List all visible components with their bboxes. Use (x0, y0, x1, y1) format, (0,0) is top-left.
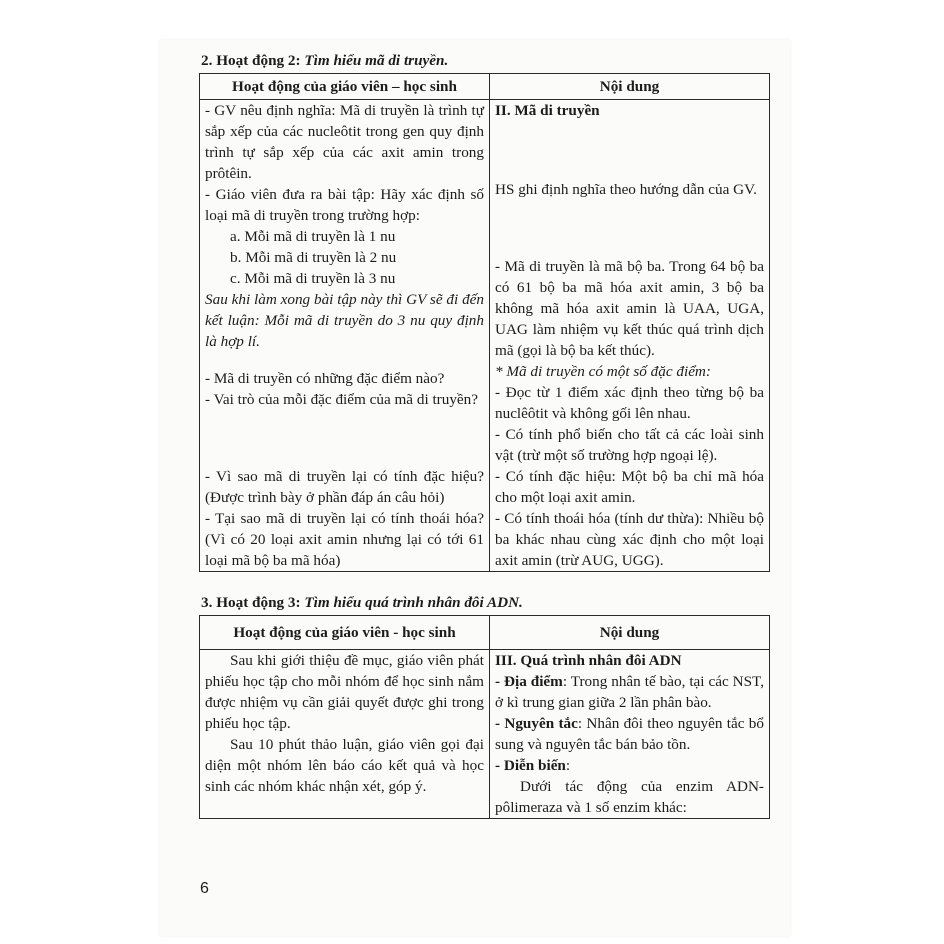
section3-heading-prefix: 3. Hoạt động 3: (201, 594, 301, 611)
section3-right-location (495, 671, 764, 713)
section3-heading-title: Tìm hiểu quá trình nhân đôi ADN. (304, 594, 523, 611)
section2-left-cell (200, 100, 490, 572)
section3-development-colon: : (565, 757, 571, 774)
section3-col1-header: Hoạt động của giáo viên - học sinh (200, 616, 490, 650)
section3-location-label: - Địa điểm (495, 673, 563, 690)
section3-table (199, 615, 770, 819)
section2-right-r7: - Có tính thoái hóa (tính dư thừa): Nhiều bộ ba khác nhau cùng xác định cho một loại axit amin (trừ AUG, UGG). (495, 510, 764, 569)
section3-right-principle (495, 713, 764, 755)
section2-col2-header: Nội dung (490, 74, 770, 100)
section3-left-p1: Sau khi giới thiệu đề mục, giáo viên phát phiếu học tập cho mỗi nhóm để học sinh nắm được nhiệm vụ cần giải quyết được ghi trong phiếu học tập. (205, 652, 484, 732)
section2-left-p2: - Giáo viên đưa ra bài tập: Hãy xác định số loại mã di truyền trong trường hợp: (205, 186, 484, 224)
section2-left-conclusion: Sau khi làm xong bài tập này thì GV sẽ đi đến kết luận: Mỗi mã di truyền do 3 nu quy định là hợp lí. (205, 291, 484, 350)
section3-location-text: : Trong nhân tế bào, tại các NST, ở kì trung gian giữa 2 lần phân bào. (495, 673, 764, 711)
section2-left-p1: - GV nêu định nghĩa: Mã di truyền là trình tự sắp xếp của các nucleôtit trong gen quy định trình tự sắp xếp của các axit amin trong prôtêin. (205, 102, 484, 182)
section2-heading (201, 50, 759, 71)
section2-left-q3: - Vì sao mã di truyền lại có tính đặc hiệu? (Được trình bày ở phần đáp án câu hỏi) (205, 468, 484, 506)
page-number: 6 (200, 880, 209, 897)
section2-left-q2: - Vai trò của mỗi đặc điểm của mã di truyền? (205, 391, 478, 408)
section2-left-b: b. Mỗi mã di truyền là 2 nu (230, 249, 397, 266)
section3-heading (201, 592, 759, 613)
section2-heading-title: Tìm hiểu mã di truyền. (304, 52, 449, 69)
section2-table (199, 73, 770, 572)
section2-left-q1: - Mã di truyền có những đặc điểm nào? (205, 370, 445, 387)
section3-right-development (495, 755, 764, 776)
section3-right-development-body: Dưới tác động của enzim ADN-pôlimeraza và 1 số enzim khác: (495, 778, 764, 816)
section3-right-title: III. Quá trình nhân đôi ADN (495, 652, 682, 669)
section2-heading-prefix: 2. Hoạt động 2: (201, 52, 301, 69)
section2-right-r1: HS ghi định nghĩa theo hướng dẫn của GV. (495, 181, 757, 198)
section3-principle-text: : Nhân đôi theo nguyên tắc bổ sung và nguyên tắc bán bảo tồn. (495, 715, 764, 753)
document-content (199, 50, 764, 819)
section2-right-title: II. Mã di truyền (495, 102, 600, 119)
section3-principle-label: - Nguyên tắc (495, 715, 578, 732)
section2-left-c: c. Mỗi mã di truyền là 3 nu (230, 270, 396, 287)
section2-left-a: a. Mỗi mã di truyền là 1 nu (230, 228, 396, 245)
section2-right-cell (490, 100, 770, 572)
section3-development-label: - Diễn biến (495, 757, 566, 774)
section2-right-r6: - Có tính đặc hiệu: Một bộ ba chỉ mã hóa cho một loại axit amin. (495, 468, 764, 506)
section2-right-r4: - Đọc từ 1 điểm xác định theo từng bộ ba nuclêôtit và không gối lên nhau. (495, 384, 764, 422)
section2-right-r3: * Mã di truyền có một số đặc điểm: (495, 363, 711, 380)
section2-right-r2: - Mã di truyền là mã bộ ba. Trong 64 bộ ba có 61 bộ ba mã hóa axit amin, 3 bộ ba không mã hóa axit amin là UAA, UGA, UAG làm nhiệm vụ kết thúc quá trình dịch mã (gọi là bộ ba kết thúc). (495, 258, 764, 359)
section3-left-cell (200, 650, 490, 819)
section3-left-p2: Sau 10 phút thảo luận, giáo viên gọi đại diện một nhóm lên báo cáo kết quả và học sinh các nhóm khác nhận xét, góp ý. (205, 736, 484, 795)
section3-col2-header: Nội dung (490, 616, 770, 650)
section2-right-r5: - Có tính phổ biến cho tất cả các loài sinh vật (trừ một số trường hợp ngoại lệ). (495, 426, 764, 464)
section2-left-q4: - Tại sao mã di truyền lại có tính thoái hóa? (Vì có 20 loại axit amin nhưng lại có tới 61 loại mã bộ ba mã hóa) (205, 510, 484, 569)
section2-col1-header: Hoạt động của giáo viên – học sinh (200, 74, 490, 100)
section3-right-cell (490, 650, 770, 819)
